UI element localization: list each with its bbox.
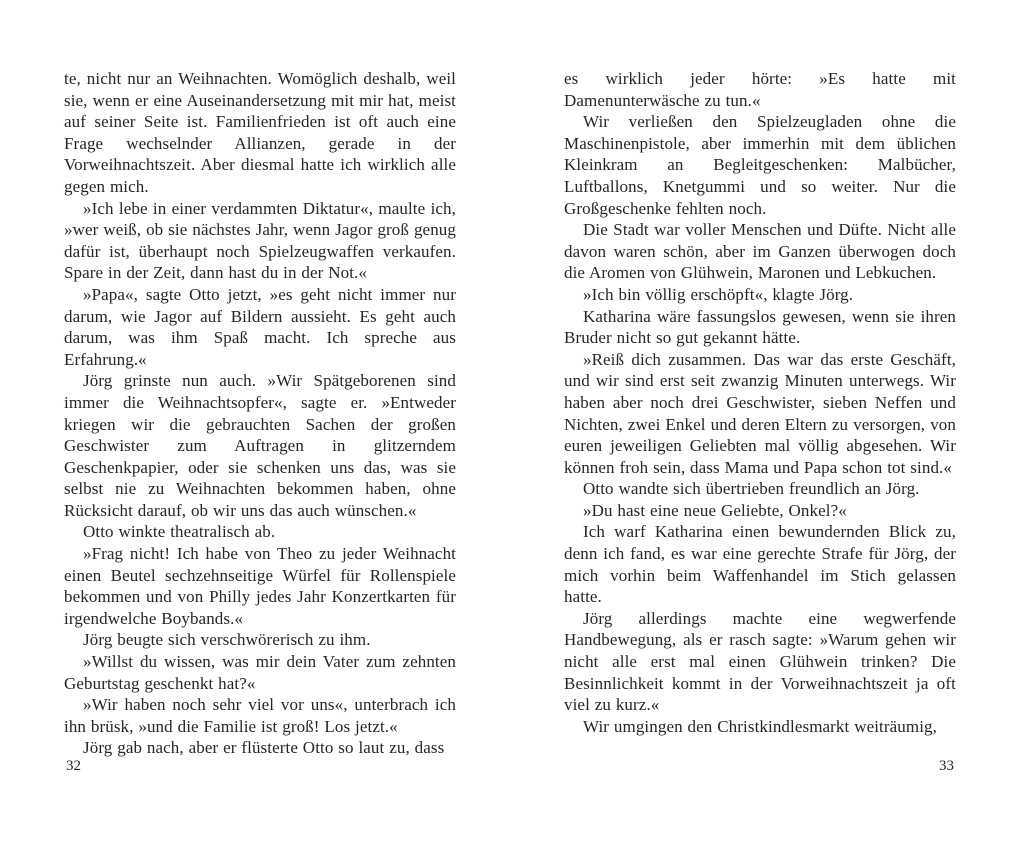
paragraph: Otto wandte sich übertrieben freundlich an Jörg. [583,479,920,499]
paragraph: Wir umgingen den Christkindlesmarkt weiträumig, [583,716,937,736]
paragraph: »Frag nicht! Ich habe von Theo zu jeder Weihnacht einen Beutel sechzehnseitige Würfel für Rollenspiele bekommen und von Philly jedes Jahr Konzertkarten für irgendwelche Boybands.« [64,544,456,628]
page-left [64,0,456,850]
paragraph: te, nicht nur an Weihnachten. Womöglich deshalb, weil sie, wenn er eine Auseinandersetzung mit mir hat, meist auf seiner Seite ist. Familienfrieden ist oft auch eine Frage wechselnder Allianzen, gerade in der Vorweihnachtszeit. Aber diesmal hatte ich wirklich alle gegen mich. [64,69,456,196]
paragraph: »Willst du wissen, was mir dein Vater zum zehnten Geburtstag geschenkt hat?« [64,652,456,693]
page-right-text [564,68,956,737]
paragraph: Otto winkte theatralisch ab. [83,522,276,542]
paragraph: »Ich bin völlig erschöpft«, klagte Jörg. [583,284,854,304]
paragraph: Die Stadt war voller Menschen und Düfte. Nicht alle davon waren schön, aber im Ganzen überwogen doch die Aromen von Glühwein, Maronen und Lebkuchen. [564,220,956,283]
paragraph: »Papa«, sagte Otto jetzt, »es geht nicht immer nur darum, wie Jagor auf Bildern aussieht. Es geht auch darum, was ihm Spaß macht. Ich spreche aus Erfahrung.« [64,284,456,369]
paragraph: Jörg allerdings machte eine wegwerfende Handbewegung, als er rasch sagte: »Warum gehen wir nicht alle erst mal einen Glühwein trinken? Die Besinnlichkeit kommt in der Vorweihnachtszeit ja oft viel zu kurz.« [564,608,956,715]
paragraph: es wirklich jeder hörte: »Es hatte mit Damenunterwäsche zu tun.« [564,69,956,110]
paragraph: »Reiß dich zusammen. Das war das erste Geschäft, und wir sind erst seit zwanzig Minuten unterwegs. Wir haben aber noch drei Geschwister, sieben Neffen und Nichten, zwei Enkel und deren Eltern zu versorgen, von euren jeweiligen Geliebten mal völlig abgesehen. Wir können froh sein, dass Mama und Papa schon tot sind.« [564,349,956,477]
paragraph: Jörg beugte sich verschwörerisch zu ihm. [83,630,371,650]
paragraph: »Wir haben noch sehr viel vor uns«, unterbrach ich ihn brüsk, »und die Familie ist groß! Los jetzt.« [64,695,456,736]
paragraph: Wir verließen den Spielzeugladen ohne die Maschinenpistole, aber immerhin mit dem üblichen Kleinkram an Begleitgeschenken: Malbücher, Luftballons, Knetgummi und so weiter. Nur die Großgeschenke fehlten noch. [564,112,956,218]
paragraph: Jörg grinste nun auch. »Wir Spätgeborenen sind immer die Weihnachtsopfer«, sagte er. »Entweder kriegen wir die gebrauchten Sachen der großen Geschwister zum Auftragen in glitzerndem Geschenkpapier, oder sie schenken uns das, was sie selbst nie zu Weihnachten bekommen haben, ohne Rücksicht darauf, ob wir uns das auch wünschen.« [64,371,456,520]
page-left-text [64,68,456,759]
paragraph: Ich warf Katharina einen bewundernden Blick zu, denn ich fand, es war eine gerechte Strafe für Jörg, der mich vorhin beim Waffenhandel im Stich gelassen hatte. [564,522,956,607]
page-right [564,0,956,850]
paragraph: »Du hast eine neue Geliebte, Onkel?« [583,500,847,520]
paragraph: Jörg gab nach, aber er flüsterte Otto so laut zu, dass [83,738,445,758]
page-number-right: 33 [939,758,954,774]
page-number-left: 32 [66,758,81,774]
paragraph: »Ich lebe in einer verdammten Diktatur«, maulte ich, »wer weiß, ob sie nächstes Jahr, wenn Jagor groß genug dafür ist, überhaupt noch Spielzeugwaffen verkaufen. Spare in der Zeit, dann hast du in der Not.« [64,198,456,283]
paragraph: Katharina wäre fassungslos gewesen, wenn sie ihren Bruder nicht so gut gekannt hätte. [564,306,956,348]
